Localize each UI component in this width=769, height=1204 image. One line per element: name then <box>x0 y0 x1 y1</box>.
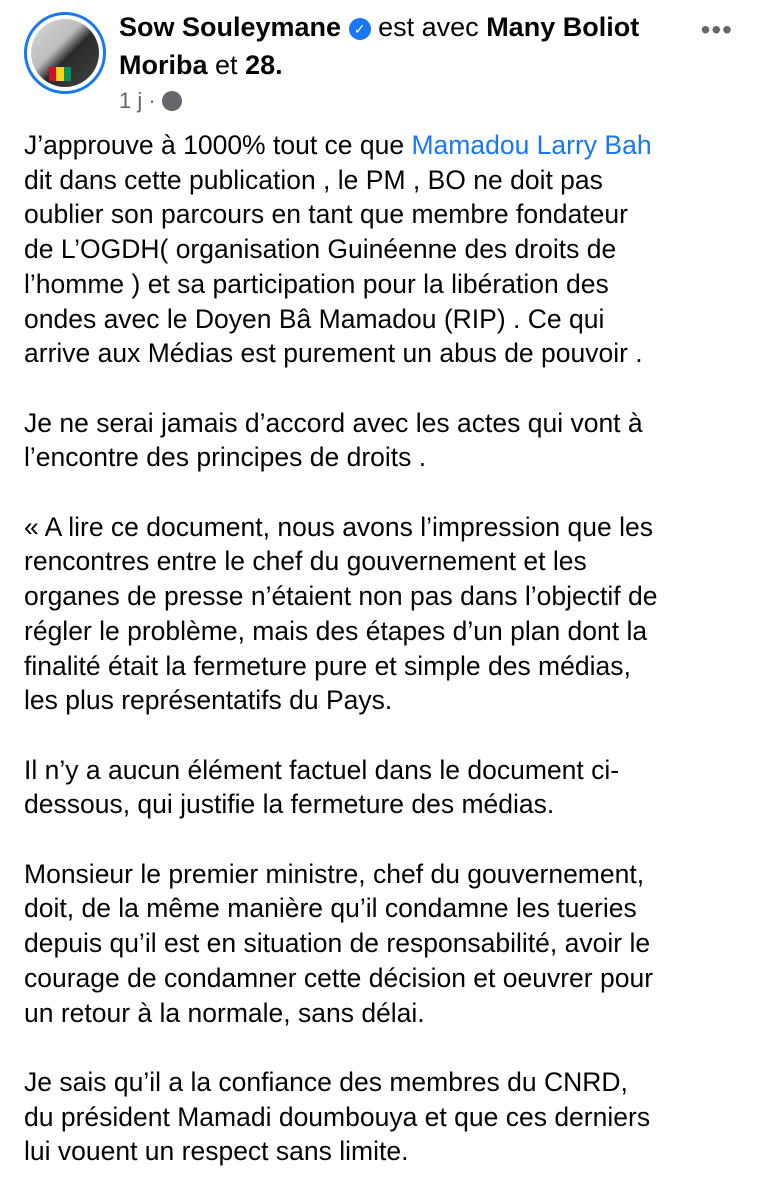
line-text: arrive aux Médias est purement un abus de pouvoir . <box>24 338 643 369</box>
text-line <box>24 440 754 475</box>
text-line <box>24 857 754 892</box>
line-text: organes de presse n’étaient non pas dans l’objectif de <box>24 581 658 612</box>
line-text: du président Mamadi doumbouya et que ces derniers <box>24 1101 651 1132</box>
text-line <box>24 197 754 232</box>
post-title <box>119 8 679 84</box>
text-line <box>24 614 754 649</box>
line-text: lui vouent un respect sans limite. <box>24 1136 409 1167</box>
others-link[interactable]: 28. <box>245 50 283 80</box>
text-line <box>24 406 754 441</box>
tagged-name[interactable]: Many Boliot Moriba <box>119 12 640 80</box>
text-line <box>24 232 754 267</box>
line-text: Je sais qu’il a la confiance des membres du CNRD, <box>24 1066 628 1097</box>
line-text: l’encontre des principes de droits . <box>24 442 427 473</box>
line-text: un retour à la normale, sans délai. <box>24 997 425 1028</box>
text-line <box>24 753 754 788</box>
flag-icon <box>49 67 71 81</box>
author-name[interactable]: Sow Souleymane <box>119 12 342 42</box>
globe-icon <box>162 91 182 111</box>
post-paragraph <box>24 128 754 371</box>
text-line <box>24 336 754 371</box>
text-line <box>24 267 754 302</box>
line-text: oublier son parcours en tant que membre fondateur <box>24 199 628 230</box>
text-line <box>24 302 754 337</box>
line-text: dit dans cette publication , le PM , BO ne doit pas <box>24 164 603 195</box>
post-paragraph <box>24 1065 754 1169</box>
post-body <box>24 128 754 1204</box>
text-line <box>24 1134 754 1169</box>
text-line <box>24 996 754 1031</box>
post-paragraph <box>24 406 754 475</box>
line-text: régler le problème, mais des étapes d’un plan dont la <box>24 615 648 646</box>
line-text: courage de condamner cette décision et oeuvrer pour <box>24 962 654 993</box>
post-paragraph <box>24 510 754 718</box>
text-line <box>24 163 754 198</box>
verified-badge-icon: ✓ <box>349 18 371 40</box>
text-line <box>24 891 754 926</box>
text-line <box>24 544 754 579</box>
line-text: les plus représentatifs du Pays. <box>24 685 393 716</box>
text-line <box>24 926 754 961</box>
line-text: de L’OGDH( organisation Guinéenne des droits de <box>24 234 617 265</box>
post-meta <box>119 88 182 114</box>
line-text: Il n’y a aucun élément factuel dans le document ci- <box>24 754 620 785</box>
text-line <box>24 579 754 614</box>
line-text: J’approuve à 1000% tout ce que <box>24 130 412 160</box>
line-text: Je ne serai jamais d’accord avec les actes qui vont à <box>24 407 643 438</box>
line-text: rencontres entre le chef du gouvernement et les <box>24 546 587 577</box>
with-text: est avec <box>378 12 479 42</box>
line-text: l’homme ) et sa participation pour la libération des <box>24 268 609 299</box>
mention-link[interactable]: Mamadou Larry Bah <box>411 130 652 160</box>
text-line <box>24 510 754 545</box>
post-paragraph <box>24 753 754 822</box>
line-text: « A lire ce document, nous avons l’impression que les <box>24 511 653 542</box>
post-paragraph <box>24 857 754 1031</box>
more-icon[interactable]: ••• <box>700 14 733 45</box>
line-text: Monsieur le premier ministre, chef du gouvernement, <box>24 858 645 889</box>
text-line <box>24 787 754 822</box>
line-text: depuis qu’il est en situation de responsabilité, avoir le <box>24 928 651 959</box>
post-header <box>0 0 769 125</box>
text-line <box>24 1100 754 1135</box>
text-line <box>24 1065 754 1100</box>
separator: · <box>148 88 156 113</box>
text-line <box>24 961 754 996</box>
post-time[interactable]: 1 j <box>119 88 143 113</box>
line-text: ondes avec le Doyen Bâ Mamadou (RIP) . Ce qui <box>24 303 605 334</box>
text-line <box>24 649 754 684</box>
text-line <box>24 683 754 718</box>
text-line <box>24 128 754 163</box>
line-text: finalité était la fermeture pure et simple des médias, <box>24 650 631 681</box>
line-text: dessous, qui justifie la fermeture des médias. <box>24 789 555 820</box>
author-avatar[interactable] <box>24 12 106 94</box>
line-text: doit, de la même manière qu’il condamne les tueries <box>24 893 637 924</box>
and-text: et <box>215 50 238 80</box>
